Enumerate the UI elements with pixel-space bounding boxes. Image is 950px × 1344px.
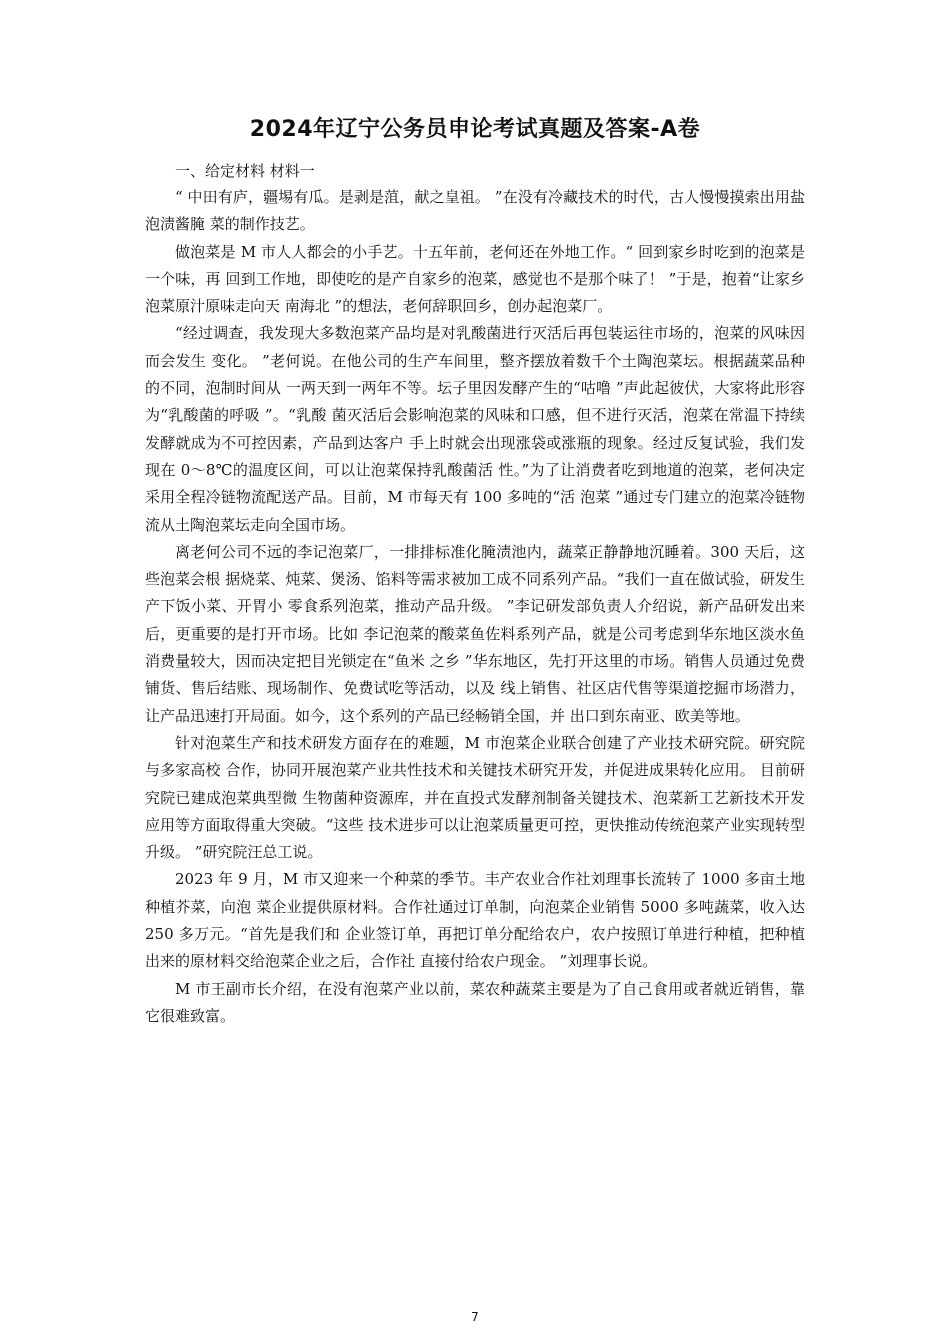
- paragraph: 2023 年 9 月，M 市又迎来一个种菜的季节。丰产农业合作社刘理事长流转了 1000 多亩土地种植芥菜，向泡 菜企业提供原材料。合作社通过订单制，向泡菜企业销售 5000 多吨蔬菜，收入达 250 多万元。“首先是我们和 企业签订单，再把订单分配给农户，农户按照订单进行种植，把种植出来的原材料交给泡菜企业之后，合作社 直接付给农户现金。 ”刘理事长说。: [145, 870, 805, 971]
- paragraph: 做泡菜是 M 市人人都会的小手艺。十五年前，老何还在外地工作。“ 回到家乡时吃到的泡菜是一个味，再 回到工作地，即使吃的是产自家乡的泡菜，感觉也不是那个味了！ ”于是，抱着“让家乡泡菜原汁原味走向天 南海北 ”的想法，老何辞职回乡，创办起泡菜厂。: [145, 242, 805, 316]
- paragraph: 针对泡菜生产和技术研发方面存在的难题，M 市泡菜企业联合创建了产业技术研究院。研究院与多家高校 合作，协同开展泡菜产业共性技术和关键技术研究开发，并促进成果转化应用。 目前研究院已建成泡菜典型微 生物菌种资源库，并在直投式发酵剂制备关键技术、泡菜新工艺新技术开发应用等方面取得重大突破。“这些 技术进步可以让泡菜质量更可控，更快推动传统泡菜产业实现转型升级。 ”研究院汪总工说。: [145, 733, 805, 862]
- page-number: 7: [471, 1310, 479, 1324]
- document-body: [145, 158, 805, 1030]
- paragraph: M 市王副市长介绍，在没有泡菜产业以前，菜农种蔬菜主要是为了自己食用或者就近销售，靠它很难致富。: [145, 979, 805, 1025]
- page-title: 2024年辽宁公务员申论考试真题及答案-A卷: [249, 117, 701, 142]
- section-heading: 一、给定材料 材料一: [175, 162, 315, 180]
- paragraph: “经过调查，我发现大多数泡菜产品均是对乳酸菌进行灭活后再包装运往市场的，泡菜的风味因而会发生 变化。 ”老何说。在他公司的生产车间里，整齐摆放着数千个土陶泡菜坛。根据蔬菜品种的不同，泡制时间从 一两天到一两年不等。坛子里因发酵产生的“咕噜 ”声此起彼伏，大家将此形容为“乳酸菌的呼吸 ”。“乳酸 菌灭活后会影响泡菜的风味和口感，但不进行灭活，泡菜在常温下持续发酵就成为不可控因素，产品到达客户 手上时就会出现涨袋或涨瓶的现象。经过反复试验，我们发现在 0～8℃的温度区间，可以让泡菜保持乳酸菌活 性。”为了让消费者吃到地道的泡菜，老何决定采用全程冷链物流配送产品。目前，M 市每天有 100 多吨的“活 泡菜 ”通过专门建立的泡菜冷链物流从土陶泡菜坛走向全国市场。: [145, 324, 805, 534]
- paragraph: 离老何公司不远的李记泡菜厂，一排排标准化腌渍池内，蔬菜正静静地沉睡着。300 天后，这些泡菜会根 据烧菜、炖菜、煲汤、馅料等需求被加工成不同系列产品。“我们一直在做试验，研发生产下饭小菜、开胃小 零食系列泡菜，推动产品升级。 ”李记研发部负责人介绍说，新产品研发出来后，更重要的是打开市场。比如 李记泡菜的酸菜鱼佐料系列产品，就是公司考虑到华东地区淡水鱼消费量较大，因而决定把目光锁定在“鱼米 之乡 ”华东地区，先打开这里的市场。销售人员通过免费铺货、售后结账、现场制作、免费试吃等活动，以及 线上销售、社区店代售等渠道挖掘市场潜力，让产品迅速打开局面。如今，这个系列的产品已经畅销全国，并 出口到东南亚、欧美等地。: [145, 542, 805, 725]
- paragraph: “ 中田有庐，疆埸有瓜。是剥是菹，献之皇祖。 ”在没有冷藏技术的时代，古人慢慢摸索出用盐泡渍酱腌 菜的制作技艺。: [145, 188, 805, 234]
